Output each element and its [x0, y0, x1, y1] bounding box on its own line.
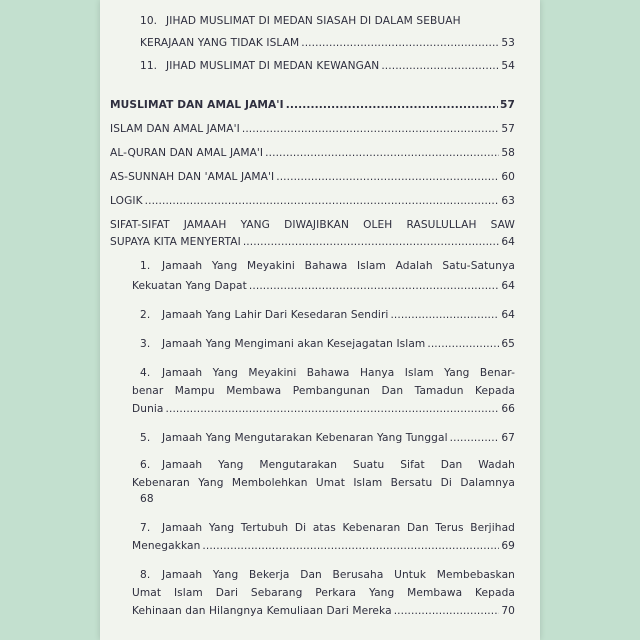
page-number: 65 [501, 338, 515, 350]
item-title: JIHAD MUSLIMAT DI MEDAN KEWANGAN [166, 60, 380, 72]
entry-title: AS-SUNNAH DAN 'AMAL JAMA'I [110, 171, 275, 183]
item-number: 5. [140, 432, 151, 444]
item-title-line1: JIHAD MUSLIMAT DI MEDAN SIASAH DI DALAM SEBUAH [166, 15, 461, 27]
leader-dots [427, 337, 499, 352]
item-number: 2. [140, 309, 151, 321]
toc-entry [110, 170, 515, 185]
item-title-line1: Jamaah Yang Meyakini Bahawa Hanya Islam Yang Benar- [162, 367, 515, 379]
entry-title: LOGIK [110, 195, 143, 207]
item-title-line2: Umat Islam Dari Sebarang Perkara Yang Membawa Kepada [132, 587, 515, 599]
leader-dots [286, 98, 498, 113]
item-title: Jamaah Yang Mengimani akan Kesejagatan Islam [162, 338, 426, 350]
page-number: 57 [500, 99, 515, 111]
leader-dots [450, 431, 500, 446]
page-number: 64 [501, 236, 515, 248]
toc-item-11 [110, 59, 515, 74]
page-number: 58 [501, 147, 515, 159]
leader-dots [301, 36, 499, 51]
item-number: 3. [140, 338, 151, 350]
toc-item-10 [110, 14, 515, 51]
toc-subitem-8 [110, 568, 515, 619]
item-title: Jamaah Yang Mengutarakan Kebenaran Yang Tunggal [162, 432, 448, 444]
toc-subitem-4 [110, 366, 515, 417]
item-number: 10. [140, 15, 158, 27]
page-number: 53 [501, 37, 515, 49]
item-title-line1: Jamaah Yang Meyakini Bahawa Islam Adalah Satu-Satunya [162, 260, 515, 272]
toc-entry [110, 194, 515, 209]
leader-dots [202, 539, 499, 554]
item-title-line2: KERAJAAN YANG TIDAK ISLAM [140, 37, 300, 49]
leader-dots [381, 59, 499, 74]
page-number: 60 [501, 171, 515, 183]
item-number: 4. [140, 367, 151, 379]
item-title-line1: Jamaah Yang Mengutarakan Suatu Sifat Dan Wadah [162, 459, 515, 471]
book-page [100, 0, 540, 640]
leader-dots [243, 235, 499, 250]
leader-dots [166, 402, 500, 417]
leader-dots [145, 194, 500, 209]
table-of-contents [110, 14, 515, 619]
item-title-line2: Kebenaran Yang Membolehkan Umat Islam Bersatu Di Dalamnya [132, 477, 515, 489]
toc-subitem-1 [110, 259, 515, 294]
page-number: 54 [501, 60, 515, 72]
item-title-line2: Menegakkan [132, 540, 201, 552]
item-number: 6. [140, 459, 151, 471]
page-number: 63 [501, 195, 515, 207]
toc-subitem-7 [110, 521, 515, 554]
page-number: 57 [501, 123, 515, 135]
page-number: 66 [501, 403, 515, 415]
item-title-line3: Kehinaan dan Hilangnya Kemuliaan Dari Mereka [132, 605, 392, 617]
item-title-line2: benar Mampu Membawa Pembangunan Dan Tamadun Kepada [132, 385, 515, 397]
page-number: 64 [501, 280, 515, 292]
toc-subitem-6 [110, 458, 515, 507]
toc-section-heading [110, 98, 515, 113]
leader-dots [390, 308, 499, 323]
toc-entry-sifat [110, 218, 515, 250]
item-title-line1: Jamaah Yang Tertubuh Di atas Kebenaran Dan Terus Berjihad [162, 522, 515, 534]
item-title-line1: Jamaah Yang Bekerja Dan Berusaha Untuk Membebaskan [162, 569, 515, 581]
toc-subitem-2 [110, 308, 515, 323]
item-title: Jamaah Yang Lahir Dari Kesedaran Sendiri [162, 309, 389, 321]
leader-dots [394, 604, 500, 619]
entry-title: AL-QURAN DAN AMAL JAMA'I [110, 147, 264, 159]
item-title-line3: Dunia [132, 403, 164, 415]
leader-dots [276, 170, 499, 185]
leader-dots [249, 279, 499, 294]
item-number: 8. [140, 569, 151, 581]
entry-title-line1: SIFAT-SIFAT JAMAAH YANG DIWAJIBKAN OLEH RASULULLAH SAW [110, 219, 515, 231]
leader-dots [242, 122, 499, 137]
toc-entry [110, 146, 515, 161]
entry-title: ISLAM DAN AMAL JAMA'I [110, 123, 240, 135]
page-number: 68 [140, 493, 154, 505]
item-number: 1. [140, 260, 151, 272]
leader-dots [265, 146, 499, 161]
page-number: 70 [501, 605, 515, 617]
page-number: 69 [501, 540, 515, 552]
item-number: 7. [140, 522, 151, 534]
section-title: MUSLIMAT DAN AMAL JAMA'I [110, 99, 284, 111]
item-number: 11. [140, 60, 158, 72]
page-number: 67 [501, 432, 515, 444]
item-title-line2: Kekuatan Yang Dapat [132, 280, 247, 292]
page-number: 64 [501, 309, 515, 321]
entry-title-line2: SUPAYA KITA MENYERTAI [110, 236, 241, 248]
toc-subitem-3 [110, 337, 515, 352]
toc-entry [110, 122, 515, 137]
toc-subitem-5 [110, 431, 515, 446]
